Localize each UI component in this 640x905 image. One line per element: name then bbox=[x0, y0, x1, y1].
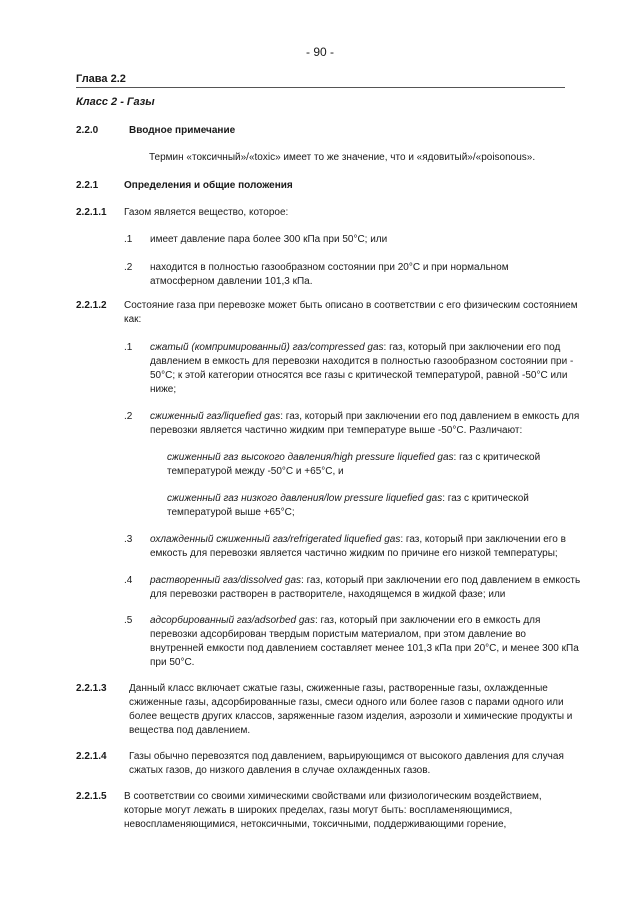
term: сжиженный газ низкого давления/low pressure liquefied gas bbox=[167, 493, 443, 504]
section-number-2-2-1-2: 2.2.1.2 bbox=[76, 300, 107, 311]
sub-item-text: сжиженный газ высокого давления/high pressure liquefied gas: газ с критической bbox=[167, 452, 541, 463]
section-text-2-2-1-4: сжатых газов, до низкого давления в случае охлажденных газов. bbox=[129, 765, 431, 776]
section-number-2-2-1-4: 2.2.1.4 bbox=[76, 751, 107, 762]
term: сжиженный газ/liquefied gas bbox=[150, 411, 281, 422]
class-title: Класс 2 - Газы bbox=[76, 96, 155, 108]
section-number-2-2-1: 2.2.1 bbox=[76, 180, 99, 191]
list-item-number: .3 bbox=[124, 534, 133, 545]
list-item-text: емкость для перевозки является частично жидким по причине его низкой температуры; bbox=[150, 548, 558, 559]
section-intro-2-2-1-2: Состояние газа при перевозке может быть описано в соответствии с его физическим состоянием bbox=[124, 300, 578, 311]
section-text-2-2-0: Термин «токсичный»/«toxic» имеет то же значение, что и «ядовитый»/«poisonous». bbox=[149, 152, 536, 163]
list-item-number: .4 bbox=[124, 575, 133, 586]
section-text-2-2-1-5: которые могут лежать в широких пределах, газы могут быть: воспламеняющимися, bbox=[124, 805, 513, 816]
chapter-title: Глава 2.2 bbox=[76, 73, 126, 85]
section-text-2-2-1-5: В соответствии со своими химическими свойствами или физиологическим воздействием, bbox=[124, 791, 542, 802]
list-item-text: находится в полностью газообразном состоянии при 20°C и при нормальном bbox=[150, 262, 509, 273]
section-intro-2-2-1-2: как: bbox=[124, 314, 142, 325]
section-text-2-2-1-3: Данный класс включает сжатые газы, сжиженные газы, растворенные газы, охлажденные bbox=[129, 683, 548, 694]
sub-item-text: температурой между -50°C и +65°C, и bbox=[167, 466, 344, 477]
section-intro-2-2-1-1: Газом является вещество, которое: bbox=[124, 207, 289, 218]
list-item-number: .1 bbox=[124, 342, 133, 353]
list-item-text: атмосферном давлении 101,3 кПа. bbox=[150, 276, 313, 287]
list-item-number: .1 bbox=[124, 234, 133, 245]
list-item-text: сжатый (компримированный) газ/compressed gas: газ, который при заключении его под bbox=[150, 342, 561, 353]
list-item-text: охлажденный сжиженный газ/refrigerated liquefied gas: газ, который при заключении его в bbox=[150, 534, 566, 545]
list-item-number: .5 bbox=[124, 615, 133, 626]
list-item-text: имеет давление пара более 300 кПа при 50°C; или bbox=[150, 234, 388, 245]
sub-item-text: сжиженный газ низкого давления/low pressure liquefied gas: газ с критической bbox=[167, 493, 529, 504]
section-number-2-2-0: 2.2.0 bbox=[76, 125, 99, 136]
section-heading-2-2-1: Определения и общие положения bbox=[124, 180, 293, 191]
section-heading-2-2-0: Вводное примечание bbox=[129, 125, 236, 136]
list-item-text: давлением в емкость для перевозки находится в полностью газообразном состоянии при - bbox=[150, 356, 574, 367]
term: сжиженный газ высокого давления/high pressure liquefied gas bbox=[167, 452, 454, 463]
section-text-2-2-1-3: сжиженные газы, адсорбированные газы, смеси одного или более газов с парами одного или bbox=[129, 697, 564, 708]
term: сжатый (компримированный) газ/compressed gas bbox=[150, 342, 384, 353]
section-number-2-2-1-3: 2.2.1.3 bbox=[76, 683, 107, 694]
list-item-number: .2 bbox=[124, 411, 133, 422]
term: охлажденный сжиженный газ/refrigerated liquefied gas bbox=[150, 534, 401, 545]
section-text-2-2-1-3: вещества под давлением. bbox=[129, 725, 251, 736]
list-item-text: для перевозки растворен в растворителе, находящемся в жидкой фазе; или bbox=[150, 589, 506, 600]
list-item-text: сжиженный газ/liquefied gas: газ, который при заключении его под давлением в емкость для bbox=[150, 411, 580, 422]
section-number-2-2-1-5: 2.2.1.5 bbox=[76, 791, 107, 802]
section-text-2-2-1-3: более веществ других классов, заряженные газом изделия, аэрозоли и химические продукты и bbox=[129, 711, 573, 722]
list-item-number: .2 bbox=[124, 262, 133, 273]
sub-item-text: температурой выше +65°C; bbox=[167, 507, 295, 518]
list-item-text: перевозки адсорбирован твердым пористым материалом, при этом давление во bbox=[150, 629, 526, 640]
list-item-text: 50°C; к этой категории относятся все газы с критической температурой, равной -50°C или bbox=[150, 370, 568, 381]
section-text-2-2-1-5: невоспламеняющимися, нетоксичными, токсичными, поддерживающими горение, bbox=[124, 819, 507, 830]
chapter-divider bbox=[76, 87, 565, 88]
list-item-text: растворенный газ/dissolved gas: газ, который при заключении его под давлением в емкость bbox=[150, 575, 581, 586]
list-item-text: перевозки является частично жидким при температуре выше -50°C. Различают: bbox=[150, 425, 523, 436]
term: адсорбированный газ/adsorbed gas bbox=[150, 615, 315, 626]
list-item-text: адсорбированный газ/adsorbed gas: газ, который при заключении его в емкость для bbox=[150, 615, 541, 626]
list-item-text: при 50°C. bbox=[150, 657, 195, 668]
section-text-2-2-1-4: Газы обычно перевозятся под давлением, варьирующимся от высокого давления для случая bbox=[129, 751, 564, 762]
list-item-text: внутренней емкости под давлением составляет менее 101,3 кПа при 20°C, и менее 300 кПа bbox=[150, 643, 579, 654]
term: растворенный газ/dissolved gas bbox=[150, 575, 302, 586]
list-item-text: ниже; bbox=[150, 384, 177, 395]
section-number-2-2-1-1: 2.2.1.1 bbox=[76, 207, 107, 218]
page-number: - 90 - bbox=[305, 45, 334, 59]
